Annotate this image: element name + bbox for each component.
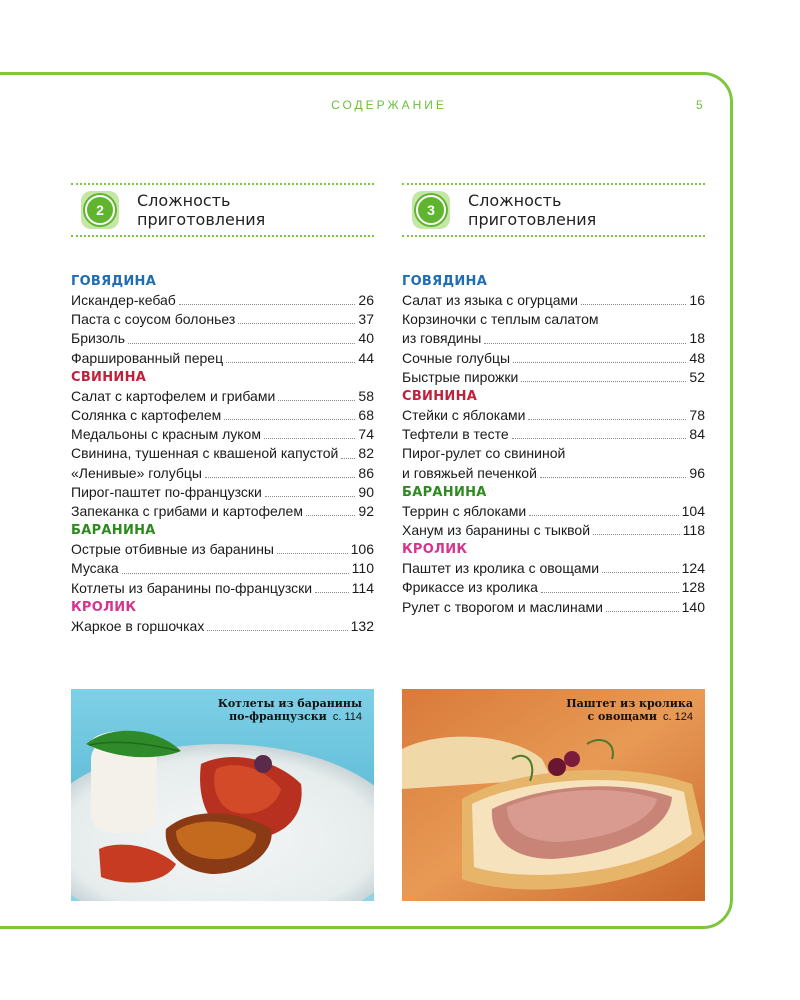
entry-page: 26 bbox=[358, 292, 374, 308]
toc-sections bbox=[71, 273, 374, 636]
entry-name: Мусака bbox=[71, 560, 119, 577]
page-number: 5 bbox=[696, 98, 703, 112]
entry-page: 44 bbox=[358, 349, 374, 366]
toc-entry[interactable] bbox=[71, 310, 374, 329]
entry-page: 86 bbox=[358, 464, 374, 481]
dot-leader bbox=[602, 572, 679, 573]
entry-name: Пирог-паштет по-французски bbox=[71, 483, 262, 500]
toc-entry[interactable] bbox=[71, 329, 374, 348]
entry-page: 110 bbox=[351, 560, 374, 577]
difficulty-number: 2 bbox=[85, 195, 115, 225]
difficulty-badge bbox=[81, 191, 119, 229]
toc-entry[interactable] bbox=[71, 406, 374, 425]
entry-name: Рулет с творогом и маслинами bbox=[402, 598, 603, 615]
entry-page: 16 bbox=[689, 292, 705, 308]
entry-name: Солянка с картофелем bbox=[71, 407, 222, 424]
section-title-rabbit: КРОЛИК bbox=[71, 599, 137, 615]
photo-caption-line1: Котлеты из баранины bbox=[217, 697, 362, 710]
entry-name: Свинина, тушенная с квашеной капустой bbox=[71, 445, 339, 462]
entry-page: 124 bbox=[681, 560, 705, 577]
photo-caption-line2: с овощами bbox=[587, 710, 658, 723]
toc-entry[interactable] bbox=[402, 502, 705, 521]
section-title-rabbit: КРОЛИК bbox=[402, 542, 468, 558]
entry-page: 68 bbox=[358, 407, 374, 424]
toc-entry[interactable] bbox=[71, 444, 374, 463]
toc-entry[interactable] bbox=[402, 349, 705, 368]
page-header-title: СОДЕРЖАНИЕ bbox=[331, 98, 447, 112]
photo-caption bbox=[218, 697, 362, 724]
toc-entry[interactable] bbox=[71, 502, 374, 521]
entry-name: Медальоны с красным луком bbox=[71, 426, 261, 443]
entry-name: Салат с картофелем и грибами bbox=[71, 387, 276, 404]
entry-name: Салат из языка с огурцами bbox=[402, 292, 578, 308]
entry-page: 118 bbox=[682, 522, 705, 539]
toc-entry[interactable] bbox=[71, 540, 374, 559]
entry-page: 92 bbox=[358, 503, 374, 520]
dot-leader bbox=[529, 515, 678, 516]
dot-leader bbox=[512, 438, 687, 439]
toc-entry[interactable] bbox=[71, 387, 374, 406]
entry-page: 140 bbox=[681, 598, 705, 615]
difficulty-label-line1: Сложность bbox=[137, 191, 231, 210]
dot-leader bbox=[581, 304, 686, 305]
toc-entry[interactable] bbox=[402, 368, 705, 387]
section-title-pork: СВИНИНА bbox=[71, 369, 147, 385]
photo-rabbit-pate bbox=[402, 689, 705, 901]
entry-name: Тефтели в тесте bbox=[402, 426, 509, 443]
entry-name: Острые отбивные из баранины bbox=[71, 541, 274, 558]
toc-entry[interactable] bbox=[71, 483, 374, 502]
toc-column-right bbox=[402, 183, 705, 617]
difficulty-label-line2: приготовления bbox=[137, 210, 266, 229]
toc-entry[interactable] bbox=[402, 559, 705, 578]
dot-leader bbox=[540, 477, 687, 478]
entry-page: 84 bbox=[689, 426, 705, 443]
entry-name: Ханум из баранины с тыквой bbox=[402, 522, 591, 539]
dot-leader bbox=[528, 419, 686, 420]
entry-name-line2: из говядины bbox=[402, 330, 482, 347]
difficulty-label bbox=[468, 191, 596, 229]
dot-leader bbox=[205, 477, 355, 478]
entry-name: Фаршированный перец bbox=[71, 349, 224, 366]
dot-leader bbox=[277, 553, 348, 554]
entry-name: Жаркое в горшочках bbox=[71, 617, 205, 634]
entry-page: 40 bbox=[358, 330, 374, 347]
toc-entry[interactable] bbox=[71, 291, 374, 310]
entry-page: 18 bbox=[689, 330, 705, 347]
photo-caption bbox=[566, 697, 693, 724]
entry-name-line2: и говяжьей печенкой bbox=[402, 464, 537, 481]
dot-leader bbox=[513, 362, 686, 363]
toc-entry[interactable] bbox=[71, 464, 374, 483]
entry-name: Быстрые пирожки bbox=[402, 368, 519, 385]
entry-page: 106 bbox=[350, 541, 374, 558]
dot-leader bbox=[606, 611, 679, 612]
dot-leader bbox=[593, 534, 680, 535]
entry-name: Фрикассе из кролика bbox=[402, 579, 538, 596]
dot-leader bbox=[224, 419, 355, 420]
entry-name: Запеканка с грибами и картофелем bbox=[71, 503, 303, 520]
toc-entry[interactable] bbox=[402, 406, 705, 425]
dot-leader bbox=[226, 362, 355, 363]
toc-entry[interactable] bbox=[402, 598, 705, 617]
entry-name: Искандер-кебаб bbox=[71, 292, 176, 308]
section-title-beef: ГОВЯДИНА bbox=[71, 274, 157, 289]
toc-column-left bbox=[71, 183, 374, 636]
entry-name: Котлеты из баранины по-французски bbox=[71, 579, 313, 596]
dot-leader bbox=[179, 304, 356, 305]
photo-lamb-cutlets bbox=[71, 689, 374, 901]
section-title-pork: СВИНИНА bbox=[402, 389, 478, 405]
entry-name-line1: Корзиночки с теплым салатом bbox=[402, 311, 599, 328]
difficulty-header bbox=[402, 183, 705, 237]
toc-entry[interactable] bbox=[71, 579, 374, 598]
toc-entry[interactable] bbox=[402, 521, 705, 540]
dot-leader bbox=[541, 592, 679, 593]
photo-caption-line1: Паштет из кролика bbox=[566, 697, 693, 710]
toc-entry[interactable] bbox=[402, 578, 705, 597]
photo-page-ref: с. 114 bbox=[332, 711, 362, 723]
entry-page: 90 bbox=[358, 483, 374, 500]
section-title-lamb: БАРАНИНА bbox=[402, 484, 487, 500]
toc-sections bbox=[402, 273, 705, 617]
section-title-beef: ГОВЯДИНА bbox=[402, 274, 488, 289]
entry-name: Паштет из кролика с овощами bbox=[402, 560, 600, 577]
entry-name: Сочные голубцы bbox=[402, 349, 511, 366]
dot-leader bbox=[341, 458, 355, 459]
photo-caption-line2: по-французски bbox=[229, 710, 327, 723]
toc-entry[interactable] bbox=[71, 559, 374, 578]
entry-page: 104 bbox=[681, 502, 705, 519]
entry-page: 58 bbox=[358, 387, 374, 404]
dot-leader bbox=[315, 592, 349, 593]
difficulty-number: 3 bbox=[416, 195, 446, 225]
entry-page: 37 bbox=[358, 311, 374, 328]
section-title-lamb: БАРАНИНА bbox=[71, 523, 156, 539]
difficulty-header bbox=[71, 183, 374, 237]
entry-page: 96 bbox=[689, 464, 705, 481]
toc-entry[interactable] bbox=[402, 425, 705, 444]
entry-page: 52 bbox=[689, 368, 705, 385]
entry-name-line1: Пирог-рулет со свининой bbox=[402, 445, 566, 462]
entry-page: 128 bbox=[681, 579, 705, 596]
photo-page-ref: с. 124 bbox=[663, 711, 693, 723]
toc-entry[interactable] bbox=[71, 425, 374, 444]
toc-entry[interactable] bbox=[71, 349, 374, 368]
toc-entry-multiline[interactable] bbox=[402, 444, 705, 482]
dot-leader bbox=[122, 573, 349, 574]
toc-entry[interactable] bbox=[402, 291, 705, 310]
entry-page: 82 bbox=[358, 445, 374, 462]
dot-leader bbox=[128, 343, 355, 344]
dot-leader bbox=[484, 343, 686, 344]
toc-entry-multiline[interactable] bbox=[402, 310, 705, 348]
dot-leader bbox=[521, 381, 686, 382]
entry-name: Террин с яблоками bbox=[402, 502, 527, 519]
entry-name: Паста с соусом болоньез bbox=[71, 311, 236, 328]
difficulty-label bbox=[137, 191, 265, 229]
entry-page: 74 bbox=[358, 426, 374, 443]
difficulty-badge bbox=[412, 191, 450, 229]
entry-name: «Ленивые» голубцы bbox=[71, 464, 202, 481]
dot-leader bbox=[238, 323, 355, 324]
toc-entry[interactable] bbox=[71, 617, 374, 636]
dot-leader bbox=[265, 496, 356, 497]
entry-page: 114 bbox=[351, 579, 374, 596]
difficulty-label-line1: Сложность bbox=[468, 191, 562, 210]
dot-leader bbox=[264, 438, 355, 439]
entry-name: Бризоль bbox=[71, 330, 125, 347]
dot-leader bbox=[207, 630, 347, 631]
entry-name: Стейки с яблоками bbox=[402, 407, 526, 424]
entry-page: 48 bbox=[689, 349, 705, 366]
entry-page: 132 bbox=[350, 617, 374, 634]
entry-page: 78 bbox=[689, 407, 705, 424]
dot-leader bbox=[278, 400, 355, 401]
difficulty-label-line2: приготовления bbox=[468, 210, 597, 229]
dot-leader bbox=[306, 515, 355, 516]
